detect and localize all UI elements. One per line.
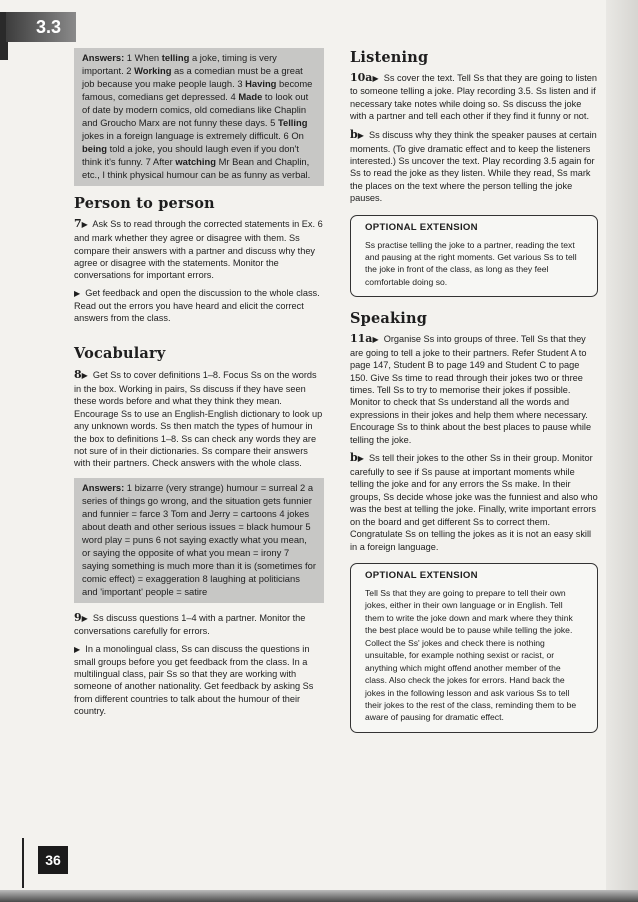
extension-text: Tell Ss that they are going to prepare to tell their own jokes, either in their own language or in English. Tell them to write the joke down and mark where they think the best place would be to pause while telling the joke. Collect the Ss' jokes and check there is nothing unsuitable, for example nothing sexist or racist, or anything which might offend another member of the class. Also check the jokes for errors. Hand back the jokes in the following lesson and ask various Ss to tell their jokes to the rest of the class, reminding them to be aware of pausing for dramatic effect.	[365, 587, 577, 723]
optional-extension-box-listening	[350, 215, 598, 298]
exercise-number: b▶	[350, 451, 364, 465]
answer-keyword: being	[82, 142, 107, 154]
section-heading-person-to-person: Person to person	[74, 194, 215, 212]
answer-fragment: to look out of date by modern comics, old comedians like Chaplin and Groucho Marx are not funny these days. 5	[82, 90, 309, 128]
answers-text	[82, 52, 312, 180]
left-column	[74, 48, 324, 718]
exercise-text: Ask Ss to read through the corrected statements in Ex. 6 and mark whether they agree or disagree with them. Ss compare their answers with a partner and discuss why they agree or disagree with the statements. Monitor the conversations for important errors.	[74, 219, 323, 281]
extension-title: OPTIONAL EXTENSION	[365, 221, 478, 233]
exercise-number: b▶	[350, 127, 364, 141]
answers-text: 1 bizarre (very strange) humour = surreal 2 a series of things go wrong, and the situation gets funnier and funnier = farce 3 Tom and Jerry = cartoons 4 jokes about death and other serious issues = black humour 5 word play = puns 6 not saying exactly what you mean, or saying the opposite of what you mean = irony 7 saying something is much more than it is (sometimes for comic effect) = exaggeration 8 laughing at politicians and 'important' people = satire	[82, 481, 316, 597]
right-column	[350, 48, 598, 733]
answers-box-ex6	[74, 48, 324, 186]
answer-fragment: told a joke, you should laugh even if you don't think it's funny. 7 After	[82, 142, 300, 167]
exercise-9-followup	[74, 643, 324, 718]
answer-keyword: Telling	[277, 116, 308, 128]
exercise-10b	[350, 128, 598, 205]
answers-box-ex8	[74, 478, 324, 603]
answer-keyword: Working	[134, 64, 172, 76]
margin-rule	[22, 838, 24, 888]
exercise-text: Ss discuss questions 1–4 with a partner. Monitor the conversations carefully for errors.	[74, 612, 306, 637]
answer-fragment: jokes in a foreign language is extremely difficult. 6 On	[82, 129, 304, 141]
exercise-text: Ss discuss why they think the speaker pauses at certain moments. (To give dramatic effect and to keep the listeners interested.) Ss uncover the text. Play recording 3.5 again for Ss to read the joke as they listen. While they read, Ss mark the places on the text where the person telling the joke pauses.	[350, 129, 597, 204]
exercise-9	[74, 611, 324, 638]
exercise-number: 8▶	[74, 367, 88, 381]
answer-keyword: Having	[245, 77, 277, 89]
exercise-10a	[350, 71, 598, 123]
exercise-number: 7▶	[74, 217, 88, 231]
page-edge-shadow	[606, 0, 638, 902]
exercise-number: 10a▶	[350, 70, 379, 84]
exercise-text: Ss cover the text. Tell Ss that they are going to listen to someone telling a joke. Play recording 3.5. Ss listen and if necessary take notes while doing so. Ss discuss the joke with a partner and tell each other if they find it funny or not.	[350, 72, 598, 122]
answers-label: Answers:	[82, 481, 125, 493]
section-heading-listening: Listening	[350, 49, 429, 66]
followup-text: Get feedback and open the discussion to the whole class. Read out the errors you have heard and elicit the correct answers from the class.	[74, 287, 320, 323]
answer-fragment: a joke, timing is very important. 2	[82, 52, 277, 76]
exercise-text: Organise Ss into groups of three. Tell Ss that they are going to tell a joke to their partners. Refer Student A to page 147, Student B to page 149 and Student C to page 150. Give Ss time to read through their jokes two or three times. Tell Ss to try to memorise their jokes if possible. Monitor to check that Ss understand all the words and expressions in their jokes and help them where necessary. Encourage Ss to think about the best places to pause while telling the joke.	[350, 333, 592, 445]
exercise-text: Ss tell their jokes to the other Ss in their group. Monitor carefully to see if Ss pause at important moments while telling the joke and for any errors the Ss make. In their groups, Ss decide whose joke was the funniest and also who was the best at telling the joke. Finally, write important errors on the board and get different Ss to correct them. Congratulate Ss on telling the jokes as it is not an easy skill in a foreign language.	[350, 453, 598, 552]
bottom-bar	[0, 890, 638, 902]
exercise-text: Get Ss to cover definitions 1–8. Focus Ss on the words in the box. Working in pairs, Ss discuss if they have seen these words before and what they think they mean. Encourage Ss to use an English-English dictionary to look up any unknown words. Ss then match the types of humour in the box to definitions 1–8. Ss can check any words they are not sure of in their dictionaries. Ss compare their answers with their partners. Check answers with the whole class.	[74, 369, 323, 469]
exercise-7-followup	[74, 287, 324, 325]
answer-keyword: watching	[175, 155, 216, 167]
exercise-11b	[350, 451, 598, 553]
answer-fragment: become famous, comedians get depressed. 4	[82, 77, 313, 102]
page-number: 36	[38, 846, 68, 874]
optional-extension-box-speaking	[350, 563, 598, 733]
section-heading-speaking: Speaking	[350, 310, 428, 328]
exercise-number: 9▶	[74, 610, 88, 624]
section-heading-vocabulary: Vocabulary	[74, 345, 166, 363]
answer-fragment: Mr Bean and Chaplin, etc., I think physical humour can be as funny as verbal.	[82, 155, 311, 180]
extension-text: Ss practise telling the joke to a partner, reading the text and pausing at the right moments. Get various Ss to tell the joke in front of the class, as long as they feel comfortable doing so.	[365, 239, 577, 287]
extension-title: OPTIONAL EXTENSION	[365, 569, 478, 581]
answer-fragment: 1 When	[124, 52, 162, 63]
followup-text: In a monolingual class, Ss can discuss the questions in small groups before you get feedback from the class. In a multilingual class, pair Ss so that they are working with someone of another nationality. Get feedback by asking Ss from different countries to talk about the humour of their country.	[74, 643, 314, 717]
exercise-number: 11a▶	[350, 331, 379, 345]
arrow-bullet-icon: ▶	[74, 644, 81, 654]
answer-keyword: Made	[238, 90, 263, 102]
arrow-bullet-icon: ▶	[74, 288, 81, 298]
exercise-7	[74, 217, 324, 282]
unit-tab	[6, 12, 76, 42]
unit-number: 3.3	[36, 17, 62, 37]
answer-fragment: as a comedian must be a great job because you make people laugh. 3	[82, 64, 303, 89]
exercise-11a	[350, 332, 598, 446]
answers-label: Answers:	[82, 52, 125, 63]
answer-keyword: telling	[161, 52, 190, 63]
exercise-8	[74, 368, 324, 470]
